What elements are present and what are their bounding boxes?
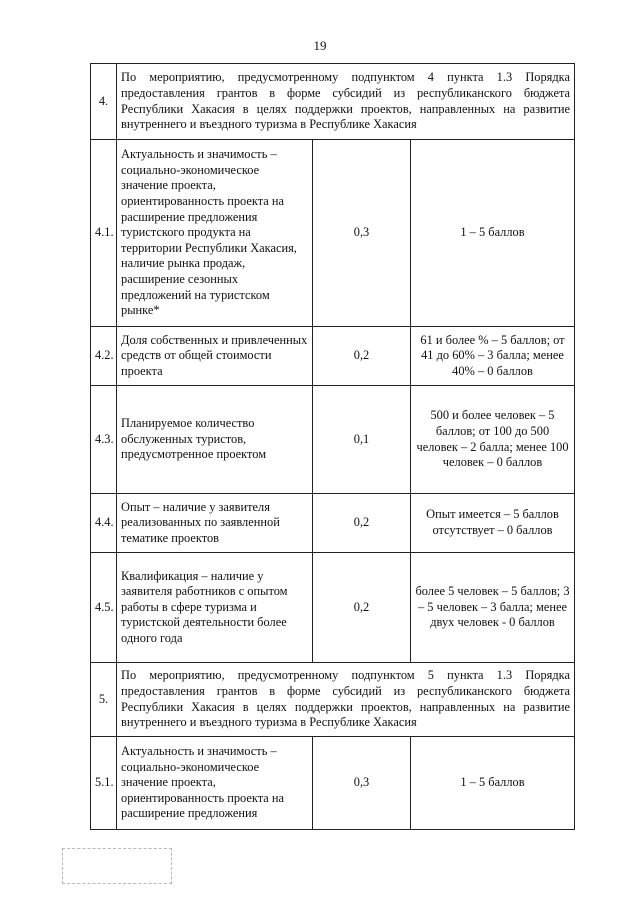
section-heading: По мероприятию, предусмотренному подпунктом 4 пункта 1.3 Порядка предоставления грантов в форме субсидий из республиканского бюджета Республики Хакасия в целях поддержки проектов, направленных на развитие внутреннего и въездного туризма в Республике Хакасия [117,64,575,140]
criterion-weight: 0,2 [313,327,411,386]
criterion-weight: 0,1 [313,386,411,494]
table-row-section-5 [91,663,575,737]
criterion-description: Доля собственных и привлеченных средств от общей стоимости проекта [117,327,313,386]
table-row [91,327,575,386]
row-number: 4.4. [91,494,117,553]
criterion-description: Квалификация – наличие у заявителя работников с опытом работы в сфере туризма и туристской деятельности более одного года [117,553,313,663]
criterion-description: Актуальность и значимость – социально-экономическое значение проекта, ориентированность проекта на расширение предложения туристского продукта на территории Республики Хакасия, наличие рынка продаж, расширение сезонных предложений на туристском рынке* [117,140,313,327]
row-number: 4.5. [91,553,117,663]
criterion-description: Актуальность и значимость – социально-экономическое значение проекта, ориентированность проекта на расширение предложения [117,737,313,830]
criterion-description: Опыт – наличие у заявителя реализованных по заявленной тематике проектов [117,494,313,553]
table-row [91,140,575,327]
criterion-score: более 5 человек – 5 баллов; 3 – 5 человек – 3 балла; менее двух человек - 0 баллов [411,553,575,663]
row-number: 4.2. [91,327,117,386]
criterion-score: 1 – 5 баллов [411,737,575,830]
criterion-score: 500 и более человек – 5 баллов; от 100 до 500 человек – 2 балла; менее 100 человек – 0 баллов [411,386,575,494]
row-number: 4.1. [91,140,117,327]
table-row [91,386,575,494]
row-number: 4.3. [91,386,117,494]
criterion-score: 1 – 5 баллов [411,140,575,327]
row-number: 5.1. [91,737,117,830]
criterion-score: Опыт имеется – 5 баллов отсутствует – 0 баллов [411,494,575,553]
criterion-description: Планируемое количество обслуженных туристов, предусмотренное проектом [117,386,313,494]
page-number: 19 [313,38,327,53]
row-number: 4. [91,64,117,140]
criterion-weight: 0,2 [313,494,411,553]
criterion-score: 61 и более % – 5 баллов; от 41 до 60% – 3 балла; менее 40% – 0 баллов [411,327,575,386]
table-row [91,553,575,663]
registration-stamp [62,848,172,884]
table-row-section-4 [91,64,575,140]
section-heading: По мероприятию, предусмотренному подпунктом 5 пункта 1.3 Порядка предоставления грантов в форме субсидий из республиканского бюджета Республики Хакасия в целях поддержки проектов, направленных на развитие внутреннего и въездного туризма в Республике Хакасия [117,663,575,737]
table-row [91,737,575,830]
table-row [91,494,575,553]
criterion-weight: 0,3 [313,140,411,327]
criterion-weight: 0,3 [313,737,411,830]
criteria-table [90,63,575,830]
criterion-weight: 0,2 [313,553,411,663]
row-number: 5. [91,663,117,737]
